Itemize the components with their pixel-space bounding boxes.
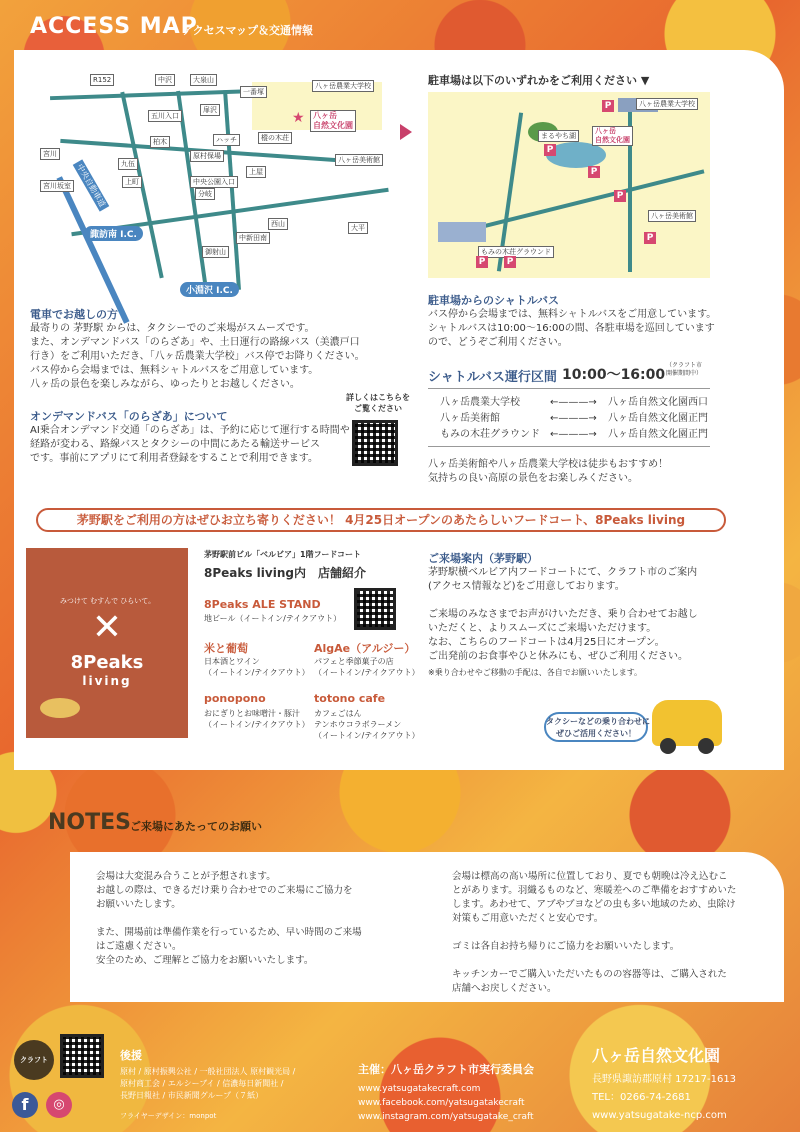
parking-p-icon: P: [588, 166, 600, 178]
road-map: [30, 70, 400, 305]
parking-label-park: 八ヶ岳 自然文化園: [592, 126, 633, 146]
label-oizumiyama: 大泉山: [190, 74, 217, 86]
shop-desc: カフェごはん テンホウコラボラーメン （イートイン/テイクアウト）: [314, 709, 420, 740]
access-map-title: ACCESS MAP: [30, 14, 198, 39]
parking-label-agri-school: 八ヶ岳農業大学校: [636, 98, 698, 110]
parking-p-icon: P: [504, 256, 516, 268]
support-label: 後援: [120, 1049, 142, 1062]
label-hirazawa: 扉沢: [200, 104, 220, 116]
parking-p-icon: P: [614, 190, 626, 202]
shop-name: AlgAe（アルジー）: [314, 642, 416, 655]
8peaks-logo-icon: ✕: [91, 607, 123, 648]
foodcourt-banner: 茅野駅をご利用の方はぜひお立ち寄りください！ 4月25日オープンのあたらしいフードコート、8Peaks living: [36, 508, 726, 532]
shuttle-heading: 駐車場からのシャトルバス: [428, 294, 560, 307]
route-to: 八ヶ岳自然文化園正門: [608, 413, 708, 424]
venue-name: 八ヶ岳自然文化園: [592, 1046, 721, 1065]
label-kamiya: 上屋: [246, 166, 266, 178]
right-arrow-icon: [400, 124, 412, 140]
parking-label-art-museum: 八ヶ岳美術館: [648, 210, 696, 222]
parking-heading: 駐車場は以下のいずれかをご利用ください ▼: [428, 74, 650, 87]
guide-heading: ご来場案内（茅野駅）: [428, 552, 538, 565]
label-kashiwagi: 柏木: [150, 136, 170, 148]
route-arrow: ←———→: [550, 429, 597, 440]
support-body: 原村 / 原村振興公社 / 一般社団法人 原村観光局 / 原村商工会 / エルシーブイ / 信濃毎日新聞社 / 長野日報社 / 市民新聞グループ（７紙）: [120, 1067, 296, 1100]
ondemand-body: AI乗合オンデマンド交通「のらざあ」は、予約に応じて運行する時間や 経路が変わる、路線バスとタクシーの中間にあたる輸送サービス です。事前にアプリにて利用者登録をすることで利用できます。: [30, 425, 350, 464]
shuttle-body: バス停から会場までは、無料シャトルバスをご用意しています。 シャトルバスは10:00〜16:00の間、各駐車場を巡回しています ので、どうぞご利用ください。: [428, 309, 717, 348]
parking-map: [428, 92, 710, 278]
notes-left: 会場は大変混み合うことが予想されます。 お越しの際は、できるだけ乗り合わせでのご来場にご協力を お願いいたします。 また、開場前は準備作業を行っているため、早い時間のご来場 はご遠慮ください。 安全のため、ご理解とご協力をお願いいたします。: [96, 871, 362, 966]
venue-tel: TEL：0266-74-2681: [592, 1092, 691, 1103]
shop-desc: おにぎりとお味噌汁・豚汁 （イートイン/テイクアウト）: [204, 709, 310, 729]
taxi-car-icon: [652, 700, 722, 746]
notes-right: 会場は標高の高い場所に位置しており、夏でも朝晩は冷え込むこ とがあります。羽織るものなど、寒暖差へのご準備をおすすめいた します。あわせて、アブやブヨなどの虫も多い地域のため、虫除け 対策もご用意いただくと安心です。 ゴミは各自お持ち帰りにご協力をお願いいたします。 キッチンカーでご購入いただいたものの容器等は、ご購入された 店舗へお戻しください。: [452, 871, 737, 994]
shop-desc: パフェと季節菓子の店 （イートイン/テイクアウト）: [314, 657, 420, 677]
route-arrow: ←———→: [550, 397, 597, 408]
taxi-bubble: タクシーなどの乗り合わせに ぜひご活用ください！: [544, 712, 648, 742]
label-park: 八ヶ岳 自然文化園: [310, 110, 356, 132]
notes-subtitle: ご来場にあたってのお願い: [130, 820, 262, 833]
ondemand-qr-caption: 詳しくはこちらを ご覧ください: [346, 393, 410, 413]
foodcourt-title: 8Peaks living内 店舗紹介: [204, 566, 366, 580]
venue-address: 長野県諏訪郡原村 17217-1613: [592, 1074, 737, 1085]
label-r152: R152: [90, 74, 114, 86]
parking-label-marumaru: まるやち湖: [538, 130, 579, 142]
access-map-subtitle: アクセスマップ＆交通情報: [182, 24, 314, 37]
8peaks-promo-image: [26, 548, 188, 738]
shop-name: 米と葡萄: [204, 642, 248, 655]
route-from: もみの木荘グラウンド: [440, 429, 540, 440]
route-from: 八ヶ岳農業大学校: [440, 397, 520, 408]
schedule-note: （クラフト市 開催期間中）: [666, 362, 703, 377]
designer-credit: フライヤーデザイン：monpot: [120, 1112, 217, 1120]
train-body: 最寄りの 茅野駅 からは、タクシーでのご来場がスムーズです。 また、オンデマンドバス「のらざあ」や、土日運行の路線バス（美濃戸口 行き）をご利用いただき、「八ヶ岳農業大学校」バス停でお降りください。 バス停から会場までは、無料シャトルバスをご用意しています。 八ヶ岳の景色を楽しみながら、ゆったりとお越しください。: [30, 323, 365, 390]
venue-url[interactable]: www.yatsugatake-ncp.com: [592, 1110, 727, 1121]
schedule-time: 10:00〜16:00: [562, 367, 666, 383]
label-kasugai: 原村保場: [190, 150, 224, 162]
label-bunsho: 分岐: [195, 188, 215, 200]
train-heading: 電車でお越しの方: [30, 308, 118, 321]
craft-logo-icon: クラフト: [14, 1040, 54, 1080]
label-hacchi: ハッチ: [213, 134, 240, 146]
parking-p-icon: P: [544, 144, 556, 156]
route-to: 八ヶ岳自然文化園西口: [608, 397, 708, 408]
route-to: 八ヶ岳自然文化園正門: [608, 429, 708, 440]
parking-p-icon: P: [644, 232, 656, 244]
shop-desc: 地ビール（イートイン/テイクアウト）: [204, 614, 342, 623]
kobuchizawa-ic: 小淵沢 I.C.: [180, 282, 239, 297]
label-chuo-park: 中央公園入口: [190, 176, 238, 188]
organizer: 主催：八ヶ岳クラフト市実行委員会: [358, 1063, 534, 1076]
promo-logo: 8Peaks: [70, 652, 144, 673]
label-ichibanzaka: 一番塚: [240, 86, 267, 98]
foodcourt-small-title: 茅野駅前ビル「ベルビア」1階フードコート: [204, 550, 362, 559]
foodcourt-qr-code[interactable]: [354, 588, 396, 630]
shop-name: ponopono: [204, 692, 266, 705]
guide-note: ※乗り合わせやご移動の手配は、各自でお願いいたします。: [428, 668, 643, 677]
instagram-icon[interactable]: ◎: [46, 1092, 72, 1118]
guide-body: 茅野駅横ベルビア内フードコートにて、クラフト市のご案内 (アクセス情報など)をご用意しております。 ご来場のみなさまでお声がけいただき、乗り合わせてお越し いただくと、よりスムーズにご来場いただけます。 なお、こちらのフードコートは4月25日にオープン。 ご出発前のお食事やひと休みにも、ぜひご利用ください。: [428, 567, 698, 662]
label-nishiyama: 西山: [268, 218, 288, 230]
shop-name: 8Peaks ALE STAND: [204, 598, 321, 611]
parking-p-icon: P: [602, 100, 614, 112]
label-miyagawa: 宮川: [40, 148, 60, 160]
footer-qr-code[interactable]: [60, 1034, 104, 1078]
promo-caption: みつけて むすんで ひらいて。: [60, 597, 156, 605]
label-nakashinden: 中新田南: [236, 232, 270, 244]
label-inoue: 上町: [122, 176, 142, 188]
label-miyagawazaka: 宮川坂室: [40, 180, 74, 192]
shop-desc: 日本酒とワイン （イートイン/テイクアウト）: [204, 657, 310, 677]
label-taihei: 大平: [348, 222, 368, 234]
walk-note: 八ヶ岳美術館や八ヶ岳農業大学校は徒歩もおすすめ！ 気持ちの良い高原の景色をお楽しみください。: [428, 459, 669, 484]
schedule-title: シャトルバス運行区間: [428, 370, 557, 385]
facebook-icon[interactable]: f: [12, 1092, 38, 1118]
label-gotomi: 五川入口: [148, 110, 182, 122]
label-momiji-so: 樅の木荘: [258, 132, 292, 144]
label-nakazawa: 中沢: [155, 74, 175, 86]
label-art-museum: 八ヶ岳美術館: [335, 154, 383, 166]
parking-label-ground: もみの木荘グラウンド: [478, 246, 554, 258]
label-kurei: 九伍: [118, 158, 138, 170]
park-star-icon: ★: [292, 110, 305, 126]
label-highway: 中央自動車道: [73, 159, 110, 211]
ondemand-heading: オンデマンドバス「のらざあ」について: [30, 410, 228, 423]
promo-logo-sub: living: [82, 674, 132, 688]
organizer-urls[interactable]: www.yatsugatakecraft.com www.facebook.com/yatsugatakecraft www.instagram.com/yatsugatake_craft: [358, 1084, 534, 1122]
shop-name: totono cafe: [314, 692, 386, 705]
label-agri-school: 八ヶ岳農業大学校: [312, 80, 374, 92]
notes-title: NOTES: [48, 810, 131, 835]
label-momiji: 御射山: [202, 246, 229, 258]
parking-p-icon: P: [476, 256, 488, 268]
suwaminami-ic: 諏訪南 I.C.: [84, 226, 143, 241]
route-from: 八ヶ岳美術館: [440, 413, 500, 424]
route-arrow: ←———→: [550, 413, 597, 424]
ondemand-qr-code[interactable]: [352, 420, 398, 466]
